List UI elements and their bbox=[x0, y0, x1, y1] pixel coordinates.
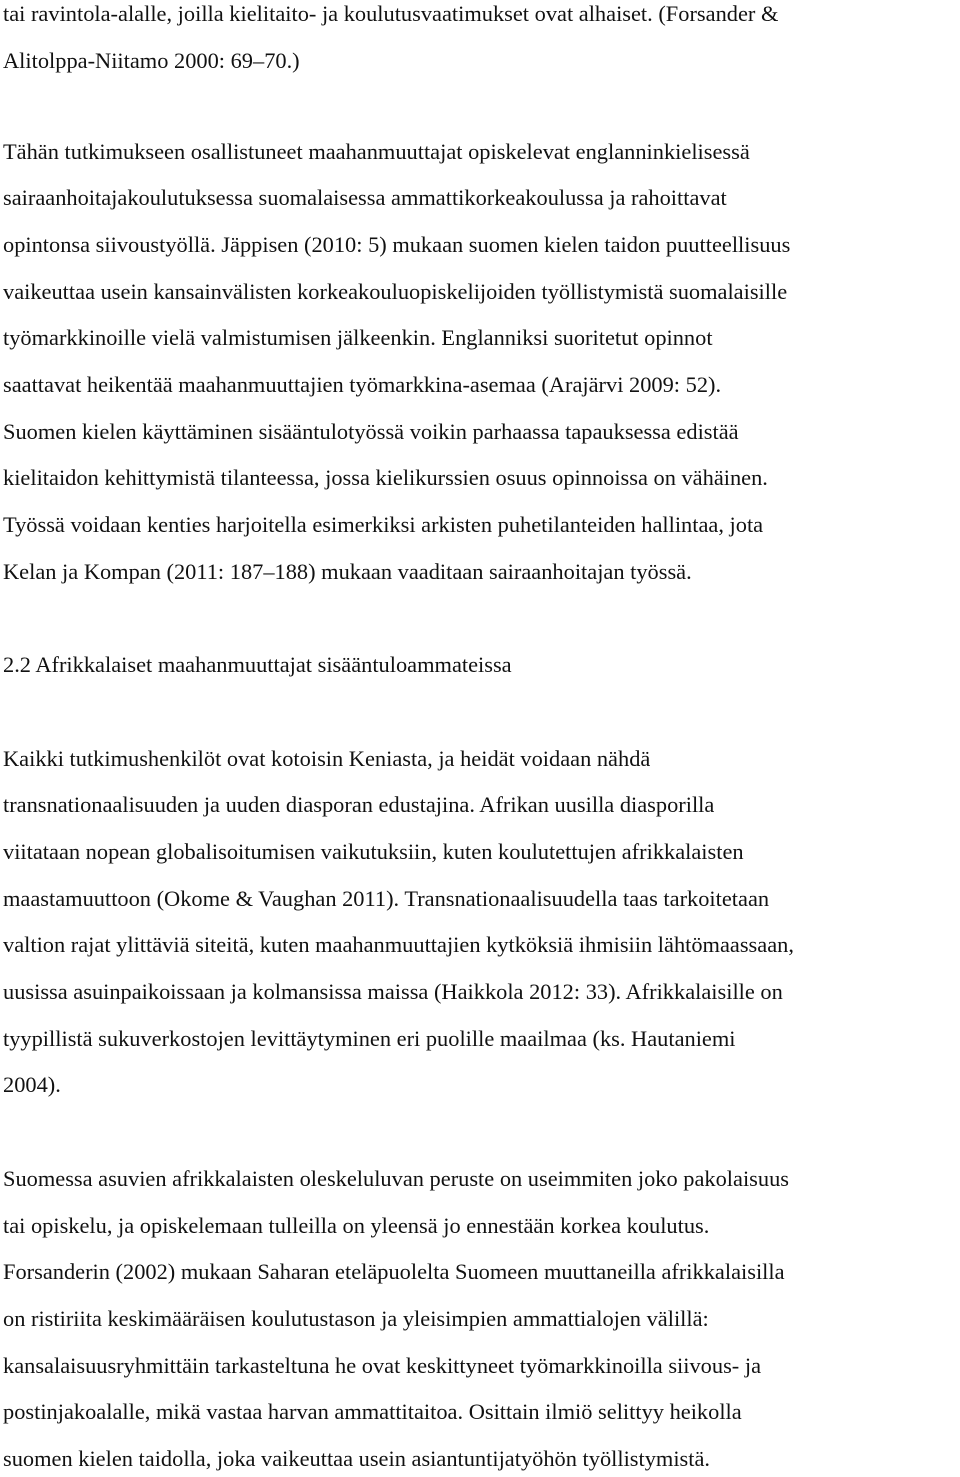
section-heading: 2.2 Afrikkalaiset maahanmuuttajat sisääntuloammateissa bbox=[3, 652, 512, 677]
text-line: suomen kielen taidolla, joka vaikeuttaa usein asiantuntijatyöhön työllistymistä. bbox=[3, 1446, 711, 1471]
text-line: uusissa asuinpaikoissaan ja kolmansissa maissa (Haikkola 2012: 33). Afrikkalaisille on bbox=[3, 979, 783, 1004]
text-line: saattavat heikentää maahanmuuttajien työmarkkina-asemaa (Arajärvi 2009: 52). bbox=[3, 372, 722, 397]
text-line: viitataan nopean globalisoitumisen vaikutuksiin, kuten koulutettujen afrikkalaisten bbox=[3, 839, 744, 864]
text-line: kansalaisuusryhmittäin tarkasteltuna he ovat keskittyneet työmarkkinoilla siivous- ja bbox=[3, 1353, 762, 1378]
text-line: Suomessa asuvien afrikkalaisten oleskeluluvan peruste on useimmiten joko pakolaisuus bbox=[3, 1166, 790, 1191]
text-line: sairaanhoitajakoulutuksessa suomalaisessa ammattikorkeakoulussa ja rahoittavat bbox=[3, 185, 727, 210]
text-line: tai opiskelu, ja opiskelemaan tulleilla on yleensä jo ennestään korkea koulutus. bbox=[3, 1213, 710, 1238]
text-line: kielitaidon kehittymistä tilanteessa, jossa kielikurssien osuus opinnoissa on vähäinen. bbox=[3, 465, 768, 490]
text-line: Forsanderin (2002) mukaan Saharan eteläpuolelta Suomeen muuttaneilla afrikkalaisilla bbox=[3, 1259, 785, 1284]
text-line: Alitolppa-Niitamo 2000: 69–70.) bbox=[3, 48, 300, 73]
text-line: tai ravintola-alalle, joilla kielitaito- ja koulutusvaatimukset ovat alhaiset. (Forsander & bbox=[3, 1, 779, 26]
text-line: Suomen kielen käyttäminen sisääntulotyössä voikin parhaassa tapauksessa edistää bbox=[3, 419, 739, 444]
text-line: postinjakoalalle, mikä vastaa harvan ammattitaitoa. Osittain ilmiö selittyy heikolla bbox=[3, 1399, 742, 1424]
text-line: 2004). bbox=[3, 1072, 61, 1097]
text-line: opintonsa siivoustyöllä. Jäppisen (2010: 5) mukaan suomen kielen taidon puutteellisuus bbox=[3, 232, 791, 257]
text-line: on ristiriita keskimääräisen koulutustason ja yleisimpien ammattialojen välillä: bbox=[3, 1306, 709, 1331]
text-line: transnationaalisuuden ja uuden diasporan edustajina. Afrikan uusilla diasporilla bbox=[3, 792, 715, 817]
text-line: tyypillistä sukuverkostojen levittäytyminen eri puolille maailmaa (ks. Hautaniemi bbox=[3, 1026, 736, 1051]
text-line: Tähän tutkimukseen osallistuneet maahanmuuttajat opiskelevat englanninkielisessä bbox=[3, 139, 750, 164]
text-line: maastamuuttoon (Okome & Vaughan 2011). Transnationaalisuudella taas tarkoitetaan bbox=[3, 886, 770, 911]
text-line: valtion rajat ylittäviä siteitä, kuten maahanmuuttajien kytköksiä ihmisiin lähtömaassaan, bbox=[3, 932, 794, 957]
text-line: vaikeuttaa usein kansainvälisten korkeakouluopiskelijoiden työllistymistä suomalaisille bbox=[3, 279, 788, 304]
text-line: Kaikki tutkimushenkilöt ovat kotoisin Keniasta, ja heidät voidaan nähdä bbox=[3, 746, 651, 771]
text-line: työmarkkinoille vielä valmistumisen jälkeenkin. Englanniksi suoritetut opinnot bbox=[3, 325, 713, 350]
text-line: Työssä voidaan kenties harjoitella esimerkiksi arkisten puhetilanteiden hallintaa, jota bbox=[3, 512, 764, 537]
text-line: Kelan ja Kompan (2011: 187–188) mukaan vaaditaan sairaanhoitajan työssä. bbox=[3, 559, 692, 584]
